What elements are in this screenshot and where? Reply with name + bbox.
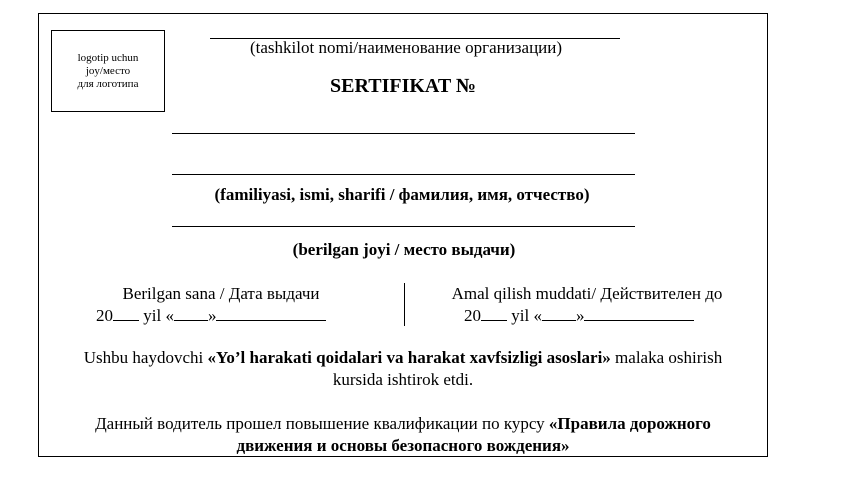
- year-blank: [113, 306, 139, 321]
- holder-name-line-2: [172, 174, 635, 175]
- organization-caption: (tashkilot nomi/наименование организации): [249, 38, 563, 57]
- close-quote: »: [575, 306, 585, 325]
- logo-placeholder-line: logotip uchun: [77, 51, 139, 64]
- statement-ru-line-2: движения и основы безопасного вождения»: [236, 436, 570, 455]
- statement-uz-text: malaka oshirish: [610, 348, 723, 367]
- issue-place-caption: (berilgan joyi / место выдачи): [292, 240, 516, 259]
- column-divider: [404, 283, 405, 326]
- year-blank: [481, 306, 507, 321]
- close-quote: »: [207, 306, 217, 325]
- statement-uz-line-1: [40, 347, 766, 369]
- logo-placeholder-line: для логотипа: [77, 77, 139, 90]
- statement-ru-line-1: [40, 413, 766, 435]
- statement-uz-text: Ushbu haydovchi: [83, 348, 208, 367]
- holder-caption: (familiyasi, ismi, sharifi / фамилия, имя, отчество): [214, 185, 590, 204]
- statement-uz: [40, 347, 766, 391]
- month-blank: [216, 306, 326, 321]
- valid-until-field: [464, 306, 694, 326]
- holder-name-line-1: [172, 133, 635, 134]
- valid-until-label: Amal qilish muddati/ Действителен до: [451, 284, 723, 303]
- day-blank: [174, 306, 208, 321]
- year-word: yil «: [143, 306, 174, 325]
- day-blank: [542, 306, 576, 321]
- logo-placeholder: [51, 30, 165, 112]
- logo-placeholder-line: joy/место: [85, 64, 131, 77]
- year-prefix: 20: [464, 306, 481, 325]
- year-word: yil «: [511, 306, 542, 325]
- year-prefix: 20: [96, 306, 113, 325]
- month-blank: [584, 306, 694, 321]
- issue-date-field: [96, 306, 326, 326]
- statement-ru-course: «Правила дорожного: [548, 414, 711, 433]
- issue-date-label: Berilgan sana / Дата выдачи: [122, 284, 320, 303]
- statement-uz-course: «Yo’l harakati qoidalari va harakat xavfsizligi asoslari»: [207, 348, 611, 367]
- statement-ru: [40, 413, 766, 457]
- statement-uz-line-2: kursida ishtirok etdi.: [332, 370, 474, 389]
- statement-ru-text: Данный водитель прошел повышение квалификации по курсу: [95, 414, 549, 433]
- certificate-title: SERTIFIKAT №: [330, 75, 476, 97]
- issue-place-line: [172, 226, 635, 227]
